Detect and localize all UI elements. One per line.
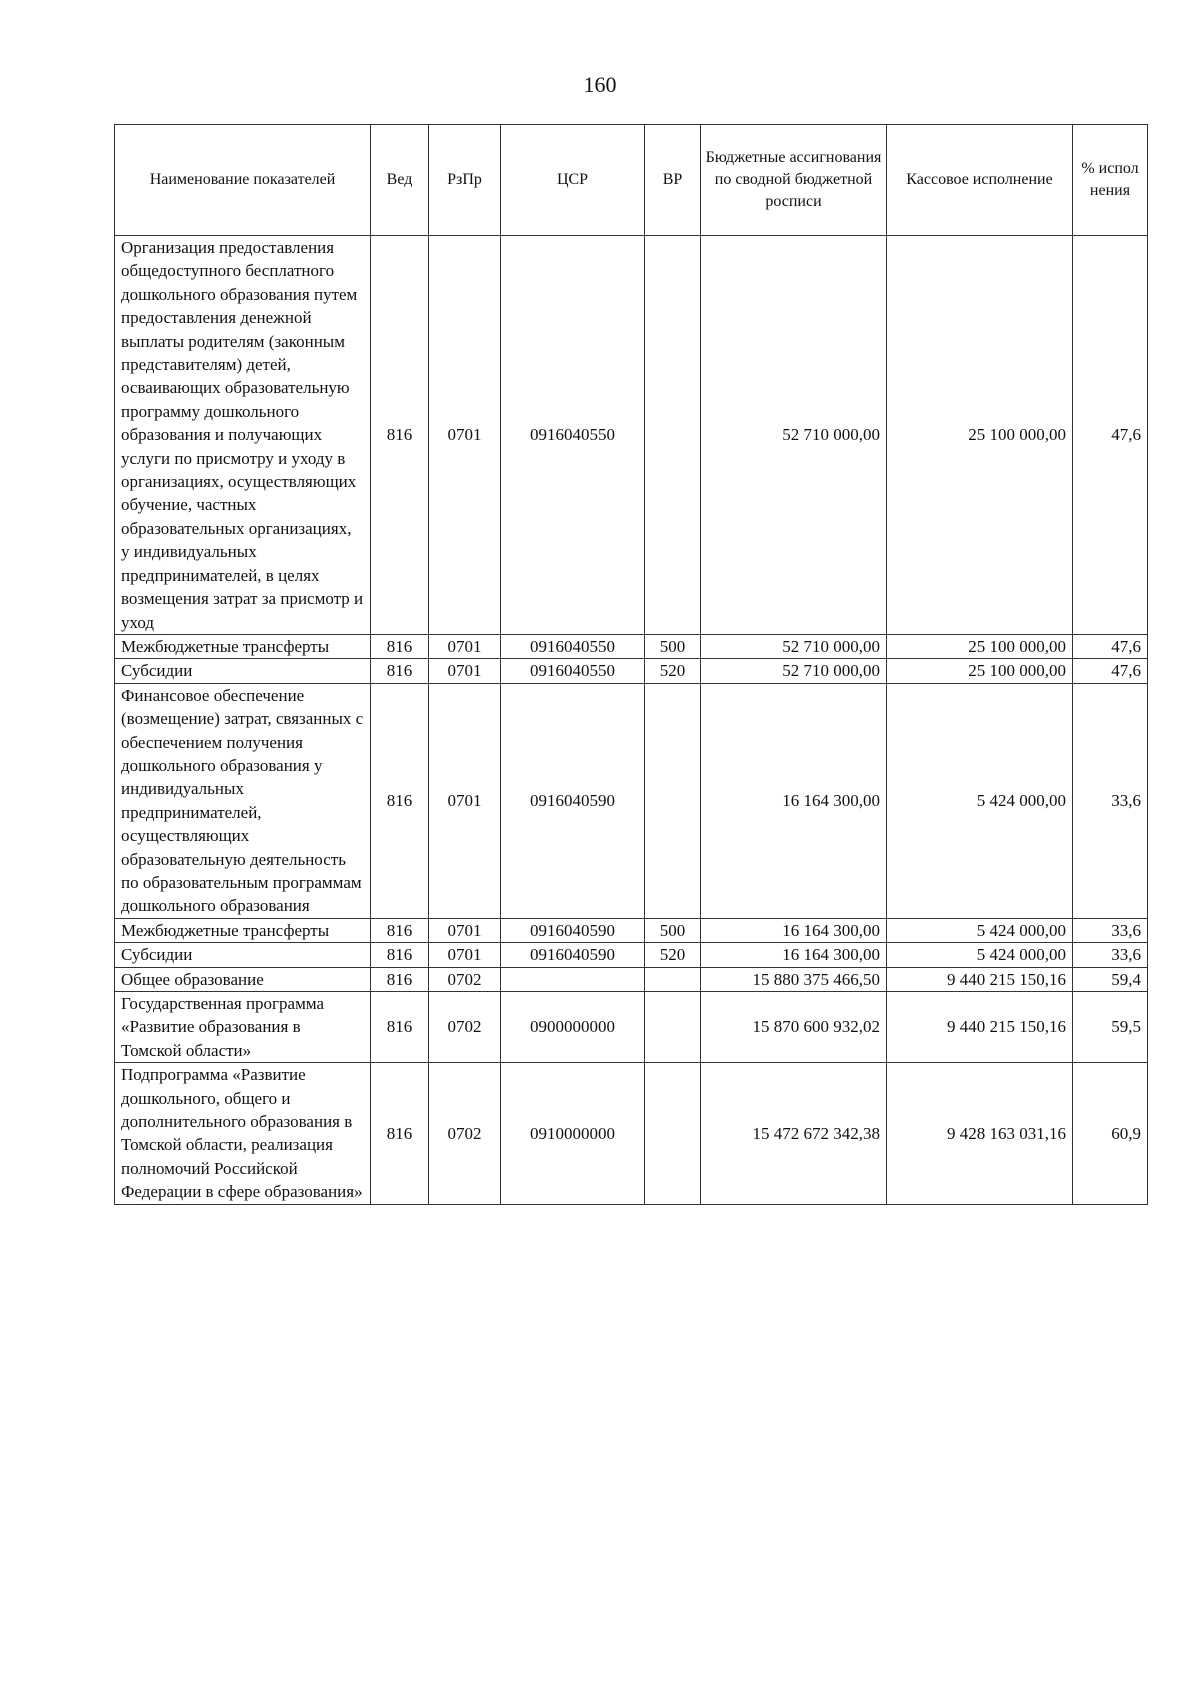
row-percent: 59,5 — [1073, 992, 1148, 1063]
row-percent: 47,6 — [1073, 659, 1148, 683]
table-header-row — [115, 125, 1148, 236]
table-row — [115, 918, 1148, 942]
row-cash: 9 440 215 150,16 — [887, 967, 1073, 991]
row-cash: 5 424 000,00 — [887, 943, 1073, 967]
row-vr — [645, 236, 701, 635]
row-csr: 0910000000 — [501, 1063, 645, 1204]
row-ved: 816 — [371, 943, 429, 967]
row-percent: 59,4 — [1073, 967, 1148, 991]
row-cash: 5 424 000,00 — [887, 683, 1073, 918]
row-ved: 816 — [371, 236, 429, 635]
row-rzpr: 0701 — [429, 634, 501, 658]
budget-execution-table — [114, 124, 1148, 1205]
row-budget: 15 870 600 932,02 — [701, 992, 887, 1063]
row-cash: 25 100 000,00 — [887, 634, 1073, 658]
row-rzpr: 0701 — [429, 683, 501, 918]
row-name: Общее образование — [115, 967, 371, 991]
row-budget: 16 164 300,00 — [701, 943, 887, 967]
header-ved: Вед — [371, 125, 429, 236]
table-row — [115, 1063, 1148, 1204]
row-budget: 16 164 300,00 — [701, 918, 887, 942]
row-percent: 33,6 — [1073, 943, 1148, 967]
row-rzpr: 0702 — [429, 967, 501, 991]
row-vr: 520 — [645, 659, 701, 683]
table-row — [115, 659, 1148, 683]
row-ved: 816 — [371, 992, 429, 1063]
table-row — [115, 236, 1148, 635]
table-row — [115, 967, 1148, 991]
row-name: Субсидии — [115, 943, 371, 967]
row-name: Финансовое обеспечение (возмещение) затрат, связанных с обеспечением получения дошкольного образования у индивидуальных предпринимателей, осуществляющих образовательную деятельность по образовательным программам дошкольного образования — [115, 683, 371, 918]
row-cash: 9 440 215 150,16 — [887, 992, 1073, 1063]
header-name: Наименование показателей — [115, 125, 371, 236]
page-number: 160 — [583, 72, 617, 97]
row-ved: 816 — [371, 659, 429, 683]
row-vr: 500 — [645, 918, 701, 942]
row-percent: 33,6 — [1073, 918, 1148, 942]
row-csr: 0916040590 — [501, 918, 645, 942]
row-vr — [645, 992, 701, 1063]
row-csr: 0916040590 — [501, 683, 645, 918]
row-budget: 52 710 000,00 — [701, 659, 887, 683]
row-csr: 0916040550 — [501, 659, 645, 683]
header-budget: Бюджетные ассигнования по сводной бюджетной росписи — [701, 125, 887, 236]
row-ved: 816 — [371, 1063, 429, 1204]
table-row — [115, 943, 1148, 967]
table-row — [115, 992, 1148, 1063]
row-csr — [501, 967, 645, 991]
header-vr: ВР — [645, 125, 701, 236]
row-csr: 0916040550 — [501, 634, 645, 658]
row-budget: 16 164 300,00 — [701, 683, 887, 918]
row-cash: 9 428 163 031,16 — [887, 1063, 1073, 1204]
row-name: Субсидии — [115, 659, 371, 683]
row-vr — [645, 1063, 701, 1204]
row-budget: 52 710 000,00 — [701, 236, 887, 635]
header-rzpr: РзПр — [429, 125, 501, 236]
header-cash: Кассовое исполнение — [887, 125, 1073, 236]
row-rzpr: 0702 — [429, 992, 501, 1063]
table-row — [115, 634, 1148, 658]
row-percent: 47,6 — [1073, 236, 1148, 635]
row-percent: 47,6 — [1073, 634, 1148, 658]
row-ved: 816 — [371, 918, 429, 942]
row-name: Межбюджетные трансферты — [115, 634, 371, 658]
row-name: Межбюджетные трансферты — [115, 918, 371, 942]
row-vr — [645, 967, 701, 991]
row-name: Организация предоставления общедоступного бесплатного дошкольного образования путем предоставления денежной выплаты родителям (законным представителям) детей, осваивающих образовательную программу дошкольного образования и получающих услуги по присмотру и уходу в организациях, осуществляющих обучение, частных образовательных организациях, у индивидуальных предпринимателей, в целях возмещения затрат за присмотр и уход — [115, 236, 371, 635]
row-csr: 0900000000 — [501, 992, 645, 1063]
row-ved: 816 — [371, 967, 429, 991]
row-vr: 500 — [645, 634, 701, 658]
row-rzpr: 0701 — [429, 659, 501, 683]
row-budget: 15 472 672 342,38 — [701, 1063, 887, 1204]
row-rzpr: 0701 — [429, 236, 501, 635]
row-vr — [645, 683, 701, 918]
table-row — [115, 683, 1148, 918]
row-rzpr: 0701 — [429, 943, 501, 967]
row-cash: 25 100 000,00 — [887, 236, 1073, 635]
row-vr: 520 — [645, 943, 701, 967]
row-name: Государственная программа «Развитие образования в Томской области» — [115, 992, 371, 1063]
row-cash: 5 424 000,00 — [887, 918, 1073, 942]
row-budget: 15 880 375 466,50 — [701, 967, 887, 991]
row-percent: 60,9 — [1073, 1063, 1148, 1204]
row-rzpr: 0701 — [429, 918, 501, 942]
header-csr: ЦСР — [501, 125, 645, 236]
row-ved: 816 — [371, 683, 429, 918]
row-percent: 33,6 — [1073, 683, 1148, 918]
row-cash: 25 100 000,00 — [887, 659, 1073, 683]
row-ved: 816 — [371, 634, 429, 658]
row-csr: 0916040590 — [501, 943, 645, 967]
row-budget: 52 710 000,00 — [701, 634, 887, 658]
row-csr: 0916040550 — [501, 236, 645, 635]
header-percent: % испол нения — [1073, 125, 1148, 236]
row-name: Подпрограмма «Развитие дошкольного, общего и дополнительного образования в Томской области, реализация полномочий Российской Федерации в сфере образования» — [115, 1063, 371, 1204]
row-rzpr: 0702 — [429, 1063, 501, 1204]
